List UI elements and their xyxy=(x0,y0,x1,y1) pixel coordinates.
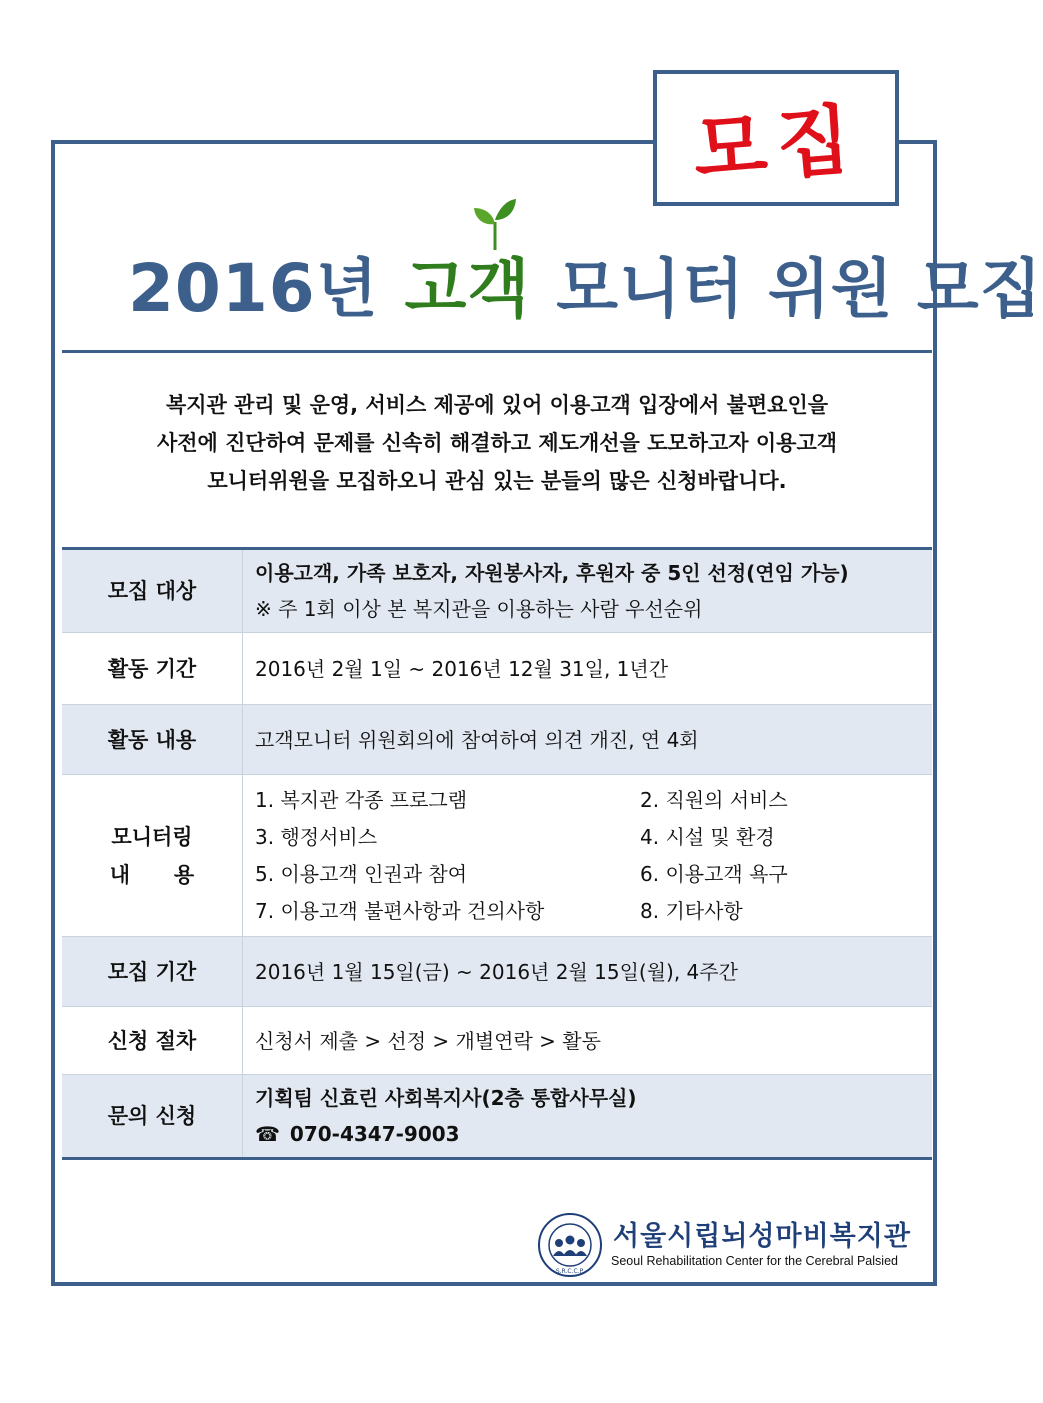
target-line1: 이용고객, 가족 보호자, 자원봉사자, 후원자 중 5인 선정(연임 가능) xyxy=(255,561,849,585)
value-content: 고객모니터 위원회의에 참여하여 의견 개진, 연 4회 xyxy=(243,705,933,775)
row-content xyxy=(62,705,932,775)
value-procedure: 신청서 제출 > 선정 > 개별연락 > 활동 xyxy=(243,1007,933,1075)
logo-name-kr: 서울시립뇌성마비복지관 xyxy=(613,1221,911,1252)
inquiry-phone-line xyxy=(255,1116,932,1152)
label-content: 활동 내용 xyxy=(62,705,243,775)
row-recruit xyxy=(62,937,932,1007)
intro-paragraph xyxy=(62,386,932,500)
list-item: 4. 시설 및 환경 xyxy=(640,825,775,849)
page-title xyxy=(128,238,1043,327)
label-procedure: 신청 절차 xyxy=(62,1007,243,1075)
title-nyeon: 년 xyxy=(315,253,379,327)
row-target xyxy=(62,549,932,633)
list-item: 2. 직원의 서비스 xyxy=(640,788,788,812)
monitoring-list xyxy=(255,782,932,929)
logo-ring-text: S.R.C.C.P. xyxy=(555,1268,585,1275)
logo-emblem-icon xyxy=(537,1212,603,1278)
intro-line: 복지관 관리 및 운영, 서비스 제공에 있어 이용고객 입장에서 불편요인을 xyxy=(165,393,829,417)
organization-logo xyxy=(537,1212,932,1278)
label-target: 모집 대상 xyxy=(62,549,243,633)
recruitment-badge xyxy=(653,70,899,206)
monitoring-label-2: 내 용 xyxy=(109,862,195,887)
title-year: 2016 xyxy=(128,250,316,327)
title-highlight-text: 고객 xyxy=(404,253,531,327)
value-target xyxy=(243,549,933,633)
list-item: 1. 복지관 각종 프로그램 xyxy=(255,788,468,812)
value-recruit: 2016년 1월 15일(금) ~ 2016년 2월 15일(월), 4주간 xyxy=(243,937,933,1007)
list-item: 5. 이용고객 인권과 참여 xyxy=(255,862,468,886)
label-period: 활동 기간 xyxy=(62,633,243,705)
row-monitoring xyxy=(62,775,932,937)
list-item: 6. 이용고객 욕구 xyxy=(640,862,788,886)
badge-text: 모집 xyxy=(690,93,863,195)
value-period: 2016년 2월 1일 ~ 2016년 12월 31일, 1년간 xyxy=(243,633,933,705)
title-highlight xyxy=(405,238,531,330)
phone-icon: ☎ xyxy=(255,1122,280,1146)
info-table xyxy=(62,547,932,1160)
intro-line: 모니터위원을 모집하오니 관심 있는 분들의 많은 신청바랍니다. xyxy=(207,469,787,493)
value-monitoring xyxy=(243,775,933,937)
sprout-icon xyxy=(473,196,517,250)
inquiry-line1: 기획팀 신효린 사회복지사(2층 통합사무실) xyxy=(255,1086,637,1110)
intro-line: 사전에 진단하여 문제를 신속히 해결하고 제도개선을 도모하고자 이용고객 xyxy=(156,431,838,455)
label-inquiry: 문의 신청 xyxy=(62,1075,243,1159)
value-inquiry xyxy=(243,1075,933,1159)
target-line2: ※ 주 1회 이상 본 복지관을 이용하는 사람 우선순위 xyxy=(255,597,703,621)
row-inquiry xyxy=(62,1075,932,1159)
title-rest: 모니터 위원 모집 xyxy=(556,253,1043,327)
inquiry-phone: 070-4347-9003 xyxy=(289,1122,460,1146)
list-item: 8. 기타사항 xyxy=(640,899,743,923)
label-recruit: 모집 기간 xyxy=(62,937,243,1007)
label-monitoring xyxy=(62,775,243,937)
list-item: 7. 이용고객 불편사항과 건의사항 xyxy=(255,899,545,923)
title-divider xyxy=(62,350,932,353)
row-period xyxy=(62,633,932,705)
monitoring-label-1: 모니터링 xyxy=(111,824,193,849)
logo-name-en: Seoul Rehabilitation Center for the Cerebral Palsied xyxy=(611,1254,898,1268)
row-procedure xyxy=(62,1007,932,1075)
list-item: 3. 행정서비스 xyxy=(255,825,378,849)
